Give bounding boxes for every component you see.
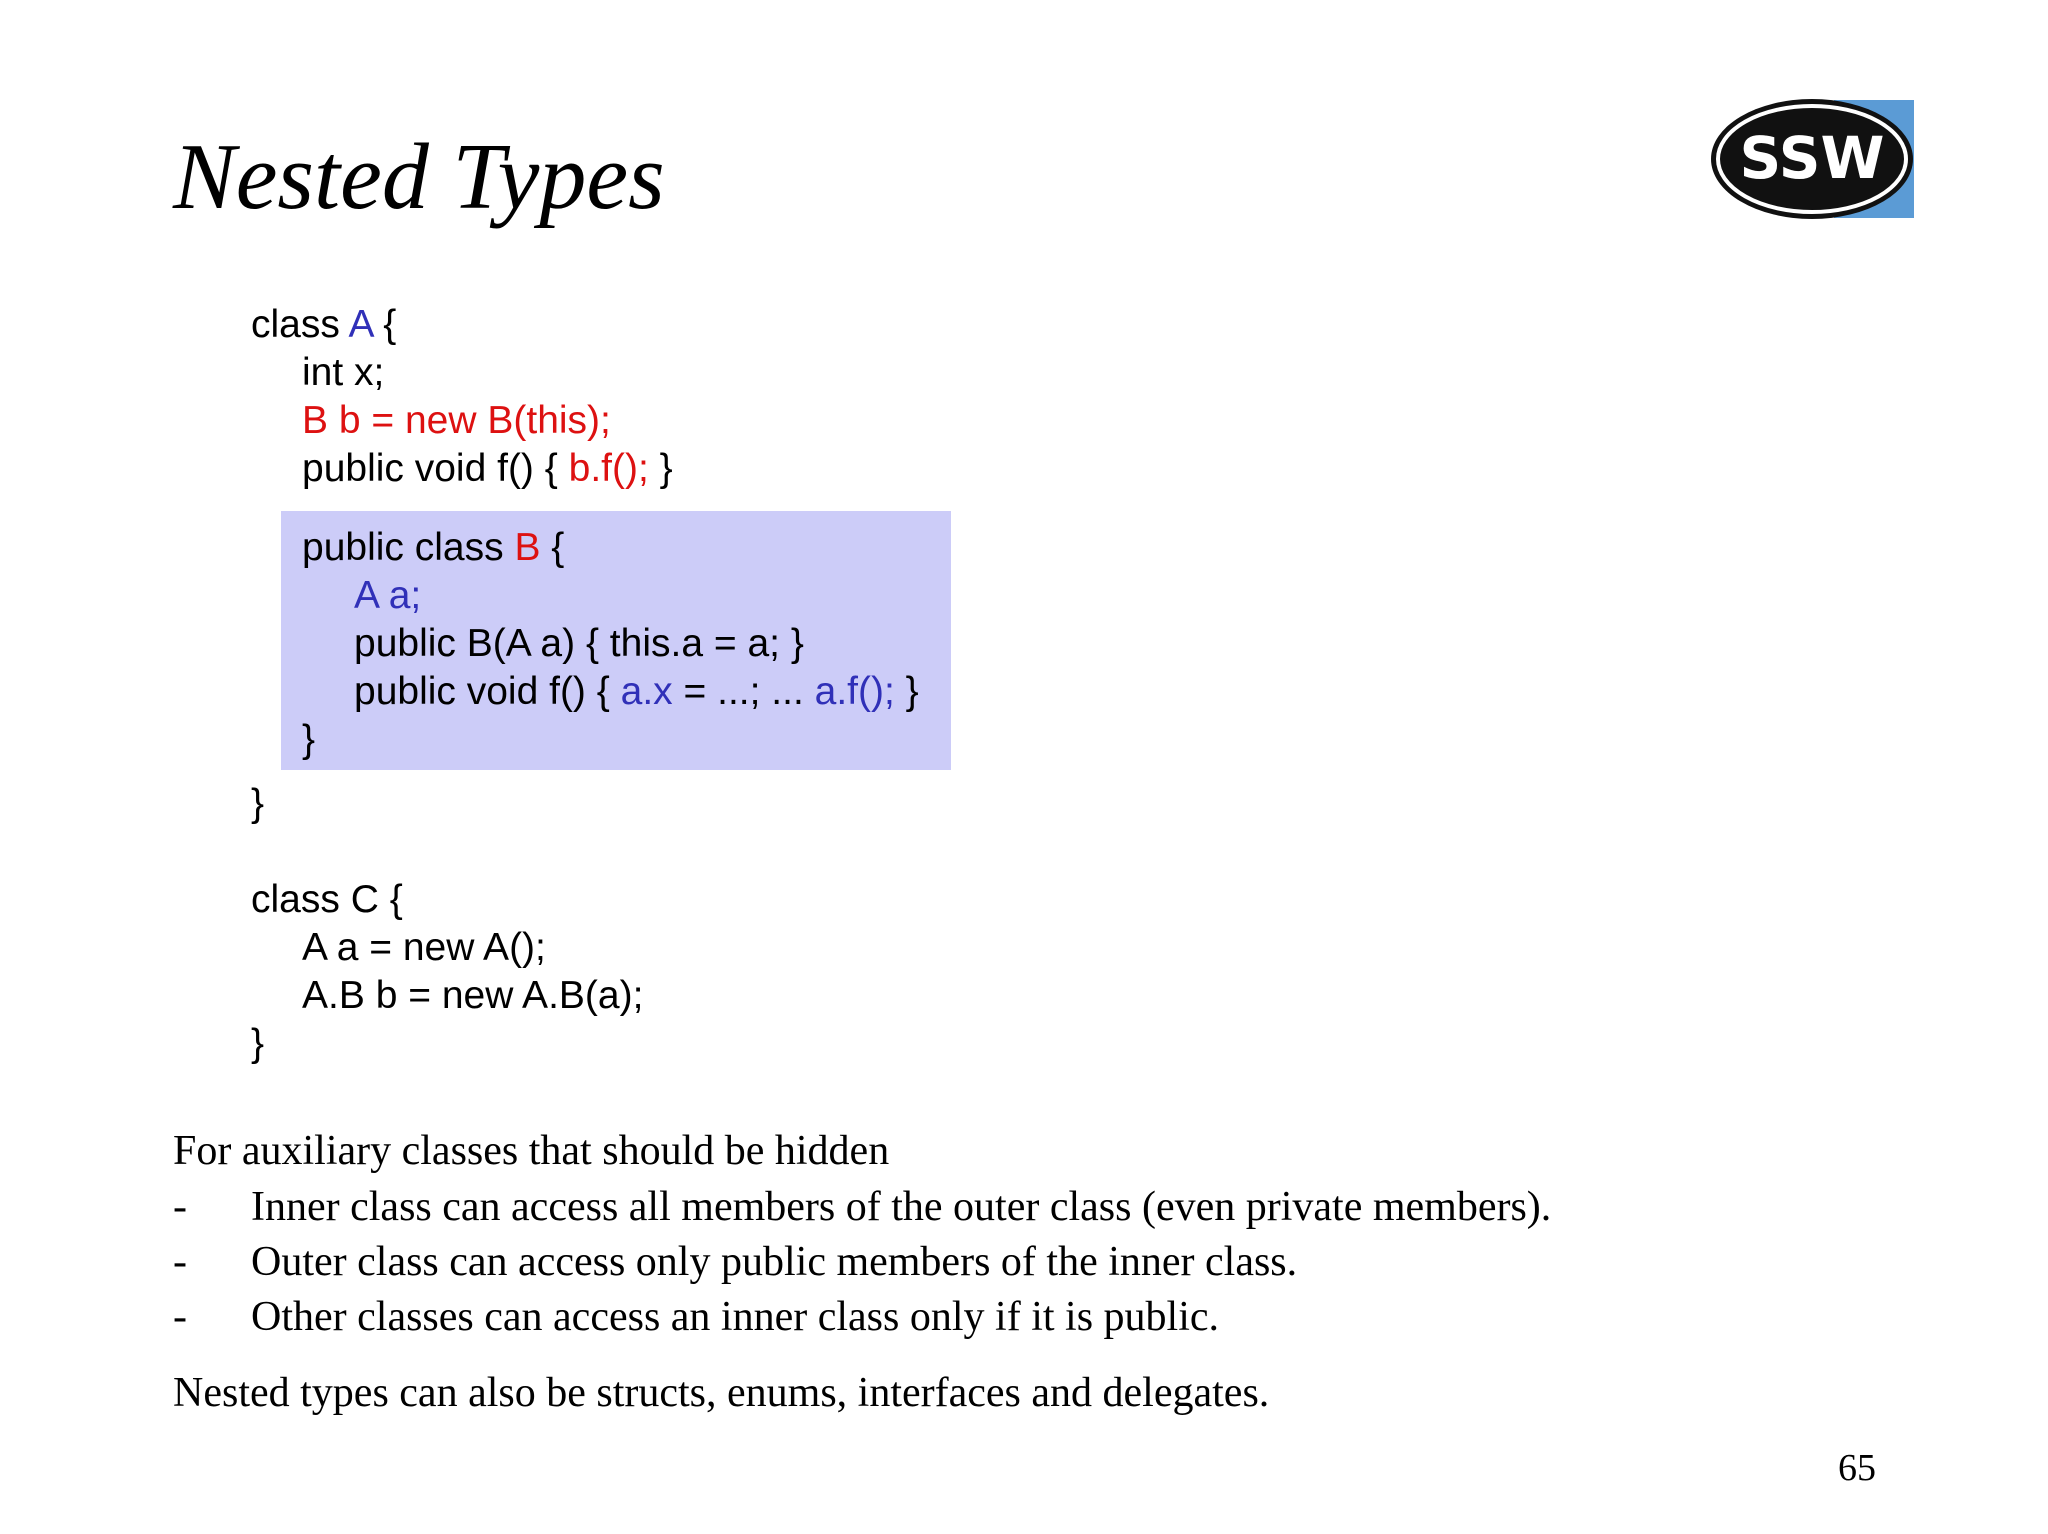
code-line-b-f: public void f() { a.x = ...; ... a.f(); } [354, 670, 919, 713]
code-line-class-c: class C { [251, 878, 403, 921]
logo-text: SSW [1739, 124, 1885, 192]
code-line-b-close: } [302, 718, 316, 761]
code-line-class-a: class A { [251, 303, 397, 346]
bullet-marker: - [173, 1239, 187, 1285]
code-line-new-ab: A.B b = new A.B(a); [302, 974, 644, 1017]
bullet-text: Inner class can access all members of the outer class (even private members). [251, 1184, 1552, 1230]
bullet-marker: - [173, 1184, 187, 1230]
code-line-a-a: A a; [354, 574, 422, 617]
bullet-text: Other classes can access an inner class only if it is public. [251, 1294, 1220, 1340]
code-line-class-b: public class B { [302, 526, 565, 569]
slide-title: Nested Types [173, 125, 665, 229]
code-line-constructor-b: public B(A a) { this.a = a; } [354, 622, 804, 665]
code-line-int-x: int x; [302, 351, 385, 394]
page-number: 65 [1838, 1447, 1876, 1489]
code-line-c-close: } [251, 1022, 265, 1065]
code-line-a-f: public void f() { b.f(); } [302, 447, 673, 490]
footer-text: Nested types can also be structs, enums, interfaces and delegates. [173, 1370, 1270, 1416]
intro-text: For auxiliary classes that should be hidden [173, 1128, 890, 1174]
ssw-logo [1708, 96, 1918, 222]
bullet-marker: - [173, 1294, 187, 1340]
bullet-text: Outer class can access only public members of the inner class. [251, 1239, 1298, 1285]
code-line-a-close: } [251, 782, 265, 825]
code-line-new-b: B b = new B(this); [302, 399, 611, 442]
code-line-new-a: A a = new A(); [302, 926, 546, 969]
